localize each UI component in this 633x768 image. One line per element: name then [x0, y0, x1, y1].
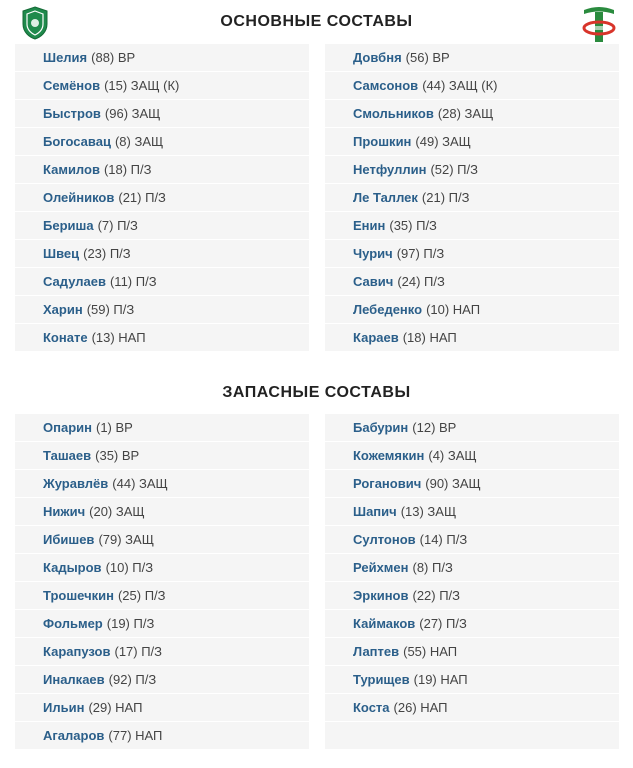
- player-name[interactable]: Чурич: [353, 246, 393, 261]
- player-number-position: (4) ЗАЩ: [428, 448, 477, 463]
- player-number-position: (15) ЗАЩ (К): [104, 78, 180, 93]
- player-row[interactable]: [15, 72, 309, 100]
- player-name[interactable]: Камилов: [43, 162, 100, 177]
- player-name[interactable]: Садулаев: [43, 274, 106, 289]
- player-number-position: (79) ЗАЩ: [98, 532, 154, 547]
- player-name[interactable]: Семёнов: [43, 78, 101, 93]
- player-name[interactable]: Самсонов: [353, 78, 419, 93]
- player-row[interactable]: [325, 610, 619, 638]
- player-row[interactable]: [15, 268, 309, 296]
- player-number-position: (44) ЗАЩ (К): [422, 78, 498, 93]
- player-name[interactable]: Смольников: [353, 106, 434, 121]
- player-name[interactable]: Нижич: [43, 504, 86, 519]
- player-number-position: (21) П/З: [421, 190, 470, 205]
- player-row[interactable]: [325, 470, 619, 498]
- player-number-position: (77) НАП: [108, 728, 163, 743]
- starting-away-lineup: [325, 44, 619, 352]
- player-name[interactable]: Кадыров: [43, 560, 102, 575]
- player-name[interactable]: Султонов: [353, 532, 416, 547]
- player-number-position: (10) П/З: [105, 560, 154, 575]
- player-row[interactable]: [325, 72, 619, 100]
- player-row[interactable]: [15, 156, 309, 184]
- player-row[interactable]: [15, 526, 309, 554]
- player-number-position: (10) НАП: [426, 302, 481, 317]
- player-row[interactable]: [325, 526, 619, 554]
- player-number-position: (18) НАП: [402, 330, 457, 345]
- player-name[interactable]: Фольмер: [43, 616, 103, 631]
- player-name[interactable]: Богосавац: [43, 134, 111, 149]
- player-row[interactable]: [325, 498, 619, 526]
- player-name[interactable]: Олейников: [43, 190, 115, 205]
- player-name[interactable]: Савич: [353, 274, 394, 289]
- player-number-position: (88) ВР: [91, 50, 136, 65]
- player-name[interactable]: Карапузов: [43, 644, 111, 659]
- player-row[interactable]: [325, 554, 619, 582]
- player-row[interactable]: [325, 212, 619, 240]
- player-name[interactable]: Шелия: [43, 50, 88, 65]
- player-name[interactable]: Ибишев: [43, 532, 95, 547]
- player-name[interactable]: Ильин: [43, 700, 85, 715]
- player-row[interactable]: [325, 694, 619, 722]
- player-row[interactable]: [325, 184, 619, 212]
- player-row[interactable]: [15, 44, 309, 72]
- player-row[interactable]: [15, 554, 309, 582]
- player-row[interactable]: [15, 128, 309, 156]
- player-number-position: (20) ЗАЩ: [89, 504, 145, 519]
- player-row[interactable]: [15, 498, 309, 526]
- player-number-position: (26) НАП: [393, 700, 448, 715]
- player-number-position: (13) НАП: [91, 330, 146, 345]
- player-name[interactable]: Коста: [353, 700, 390, 715]
- player-row[interactable]: [15, 240, 309, 268]
- starting-home-lineup: [15, 44, 309, 352]
- player-row[interactable]: [325, 100, 619, 128]
- player-number-position: (44) ЗАЩ: [112, 476, 168, 491]
- player-name[interactable]: Ле Таллек: [353, 190, 418, 205]
- player-name[interactable]: Бериша: [43, 218, 94, 233]
- player-number-position: (49) ЗАЩ: [415, 134, 471, 149]
- player-row[interactable]: [325, 638, 619, 666]
- player-row[interactable]: [15, 666, 309, 694]
- player-number-position: (28) ЗАЩ: [437, 106, 494, 121]
- player-name[interactable]: Швец: [43, 246, 80, 261]
- player-name[interactable]: Иналкаев: [43, 672, 105, 687]
- player-number-position: (35) П/З: [389, 218, 437, 233]
- player-number-position: (8) П/З: [412, 560, 453, 575]
- player-name[interactable]: Шапич: [353, 504, 397, 519]
- player-number-position: (12) ВР: [412, 420, 457, 435]
- player-name[interactable]: Каймаков: [353, 616, 416, 631]
- player-number-position: (1) ВР: [95, 420, 133, 435]
- player-row[interactable]: [15, 694, 309, 722]
- player-name[interactable]: Лебеденко: [353, 302, 423, 317]
- player-row[interactable]: [325, 582, 619, 610]
- player-name[interactable]: Опарин: [43, 420, 92, 435]
- player-name[interactable]: Довбня: [353, 50, 402, 65]
- player-number-position: (14) П/З: [419, 532, 468, 547]
- player-number-position: (13) ЗАЩ: [400, 504, 457, 519]
- player-number-position: (8) ЗАЩ: [114, 134, 164, 149]
- player-name[interactable]: Трошечкин: [43, 588, 114, 603]
- player-number-position: (55) НАП: [403, 644, 458, 659]
- player-row[interactable]: [15, 296, 309, 324]
- player-row[interactable]: [325, 296, 619, 324]
- player-number-position: (35) ВР: [95, 448, 140, 463]
- player-name[interactable]: Харин: [43, 302, 83, 317]
- player-number-position: (7) П/З: [97, 218, 138, 233]
- player-name[interactable]: Кожемякин: [353, 448, 425, 463]
- player-number-position: (92) П/З: [108, 672, 157, 687]
- player-number-position: (18) П/З: [103, 162, 152, 177]
- player-number-position: (27) П/З: [419, 616, 467, 631]
- player-number-position: (23) П/З: [83, 246, 131, 261]
- player-name[interactable]: Бабурин: [353, 420, 409, 435]
- substitutes-home-lineup: [15, 414, 309, 750]
- player-name[interactable]: Рейхмен: [353, 560, 409, 575]
- empty-row: [325, 722, 619, 750]
- player-row[interactable]: [325, 414, 619, 442]
- player-number-position: (22) П/З: [412, 588, 461, 603]
- player-name[interactable]: Быстров: [43, 106, 101, 121]
- player-name[interactable]: Прошкин: [353, 134, 412, 149]
- player-row[interactable]: [15, 638, 309, 666]
- starting-lineups-heading: ОСНОВНЫЕ СОСТАВЫ: [220, 13, 413, 30]
- player-number-position: (97) П/З: [396, 246, 445, 261]
- player-row[interactable]: [325, 442, 619, 470]
- substitutes-away-lineup: [325, 414, 619, 750]
- player-name[interactable]: Эркинов: [353, 588, 409, 603]
- player-row[interactable]: [325, 324, 619, 352]
- player-number-position: (90) ЗАЩ: [425, 476, 481, 491]
- player-row[interactable]: [325, 44, 619, 72]
- player-row[interactable]: [325, 268, 619, 296]
- player-number-position: (25) П/З: [117, 588, 166, 603]
- player-row[interactable]: [15, 100, 309, 128]
- player-name[interactable]: Агаларов: [43, 728, 105, 743]
- player-row[interactable]: [15, 184, 309, 212]
- player-name[interactable]: Роганович: [353, 476, 422, 491]
- player-number-position: (24) П/З: [397, 274, 445, 289]
- player-number-position: (17) П/З: [114, 644, 163, 659]
- player-row[interactable]: [325, 156, 619, 184]
- player-name[interactable]: Лаптев: [353, 644, 400, 659]
- player-name[interactable]: Конате: [43, 330, 88, 345]
- player-number-position: (52) П/З: [430, 162, 478, 177]
- player-row[interactable]: [15, 414, 309, 442]
- player-name[interactable]: Турищев: [353, 672, 410, 687]
- player-name[interactable]: Енин: [353, 218, 386, 233]
- player-row[interactable]: [15, 212, 309, 240]
- player-row[interactable]: [15, 722, 309, 750]
- player-row[interactable]: [325, 128, 619, 156]
- player-row[interactable]: [325, 240, 619, 268]
- player-number-position: (19) П/З: [106, 616, 155, 631]
- substitutes-heading: ЗАПАСНЫЕ СОСТАВЫ: [222, 384, 411, 401]
- player-row[interactable]: [15, 442, 309, 470]
- player-number-position: (21) П/З: [118, 190, 166, 205]
- player-number-position: (56) ВР: [405, 50, 450, 65]
- player-row[interactable]: [15, 610, 309, 638]
- player-name[interactable]: Нетфуллин: [353, 162, 427, 177]
- player-number-position: (59) П/З: [86, 302, 135, 317]
- player-row[interactable]: [15, 470, 309, 498]
- player-name[interactable]: Караев: [353, 330, 399, 345]
- player-number-position: (29) НАП: [88, 700, 143, 715]
- player-row[interactable]: [15, 324, 309, 352]
- player-row[interactable]: [325, 666, 619, 694]
- player-number-position: (96) ЗАЩ: [104, 106, 161, 121]
- player-row[interactable]: [15, 582, 309, 610]
- player-number-position: (11) П/З: [109, 274, 157, 289]
- player-name[interactable]: Журавлёв: [43, 476, 109, 491]
- player-number-position: (19) НАП: [413, 672, 468, 687]
- player-name[interactable]: Ташаев: [43, 448, 92, 463]
